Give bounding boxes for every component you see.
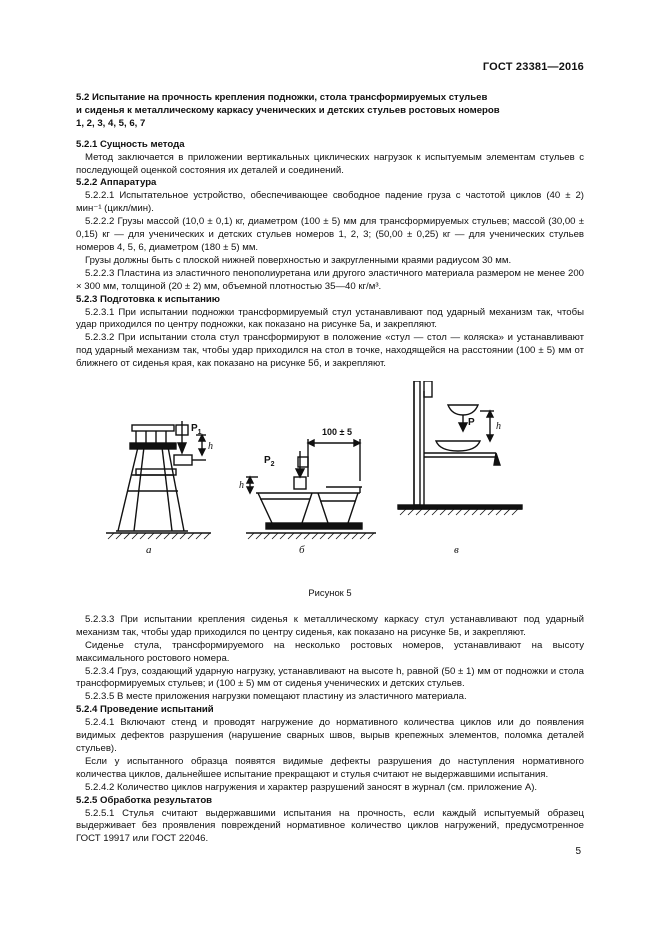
label-c: в	[454, 544, 459, 557]
paragraph: 5.2.3.1 При испытании подножки трансформируемый стул устанавливают под ударный механизм так, чтобы удар приходился по центру подножки, как показано на рисунке 5а, и закрепляют.	[76, 306, 584, 331]
paragraph: Метод заключается в приложении вертикальных циклических нагрузок к испытуемым элементам стульев с последующей оценкой состояния их деталей и соединений.	[76, 151, 584, 176]
paragraph: Если у испытанного образца появятся видимые дефекты разрушения до наступления нормативного количества циклов, дальнейшее испытание прекращают и стулья считают не выдержавшими испытания.	[76, 755, 584, 780]
h-label-a: h	[208, 441, 213, 453]
p-label: P	[468, 417, 475, 429]
figure-caption: Рисунок 5	[308, 587, 352, 599]
figure-b-drawing	[246, 439, 376, 539]
paragraph: Грузы должны быть с плоской нижней поверхностью и закругленными краями радиусом 30 мм.	[85, 254, 512, 266]
h-label-c: h	[496, 421, 501, 433]
text-blocks-before-figure	[76, 139, 584, 371]
dim-100-label: 100 ± 5	[322, 427, 352, 438]
subsection-heading: 5.2.3 Подготовка к испытанию	[76, 293, 220, 305]
paragraph: 5.2.3.3 При испытании крепления сиденья к металлическому каркасу стул устанавливают под ударный механизм так, чтобы удар приходился по центру сиденья, как показано на рисунке 5в, и закрепляют.	[76, 613, 584, 638]
h-label-b: h	[239, 480, 244, 492]
page-number: 5	[575, 846, 581, 857]
text-blocks-after-figure	[76, 614, 584, 846]
paragraph: 5.2.2.1 Испытательное устройство, обеспечивающее свободное падение груза с частотой циклов (40 ± 2) мин⁻¹ (цикл/мин).	[76, 190, 584, 215]
paragraph: Сиденье стула, трансформируемого на несколько ростовых номеров, устанавливают на высоту максимального ростового номера.	[76, 639, 584, 664]
label-a: а	[146, 544, 152, 557]
page-content	[76, 92, 584, 846]
section-title	[76, 92, 584, 131]
figure-a-drawing	[106, 421, 211, 539]
document-id: ГОСТ 23381—2016	[482, 61, 584, 73]
figure-5	[76, 381, 584, 581]
p1-label: $P_1$	[191, 423, 202, 437]
subsection-heading: 5.2.4 Проведение испытаний	[76, 704, 214, 716]
figure-5-drawing	[76, 381, 584, 581]
figure-c-drawing	[398, 381, 522, 515]
p2-label: $P_2$	[264, 455, 275, 469]
section-title-line-2: и сиденья к металлическому каркасу ученических и детских стульев ростовых номеров	[76, 104, 500, 116]
paragraph: 5.2.2.2 Грузы массой (10,0 ± 0,1) кг, диаметром (100 ± 5) мм для трансформируемых стульев; массой (30,00 ± 0,15) кг — для ученических и детских стульев номеров 1, 2, 3; (50,00 ± 0,25) кг — для ученических стульев номеров 4, 5, 6, диаметром (180 ± 5) мм.	[76, 216, 584, 253]
paragraph: 5.2.4.2 Количество циклов нагружения и характер разрушений заносят в журнал (см. приложение А).	[85, 781, 538, 793]
subsection-heading: 5.2.1 Сущность метода	[76, 138, 185, 150]
paragraph: 5.2.4.1 Включают стенд и проводят нагружение до нормативного количества циклов или до появления видимых дефектов разрушения (нарушение сварных швов, вырыв крепежных элементов, поломка деталей стульев).	[76, 717, 584, 754]
paragraph: 5.2.3.4 Груз, создающий ударную нагрузку, устанавливают на высоте h, равной (50 ± 1) мм от подножки и стола трансформируемых стульев; и (100 ± 5) мм от сиденья ученических и детских стульев.	[76, 665, 584, 690]
subsection-heading: 5.2.5 Обработка результатов	[76, 794, 213, 806]
paragraph: 5.2.3.2 При испытании стола стул трансформируют в положение «стул — стол — коляска» и устанавливают под ударный механизм так, чтобы удар приходился на стол в точке, находящейся на расстоянии (100 ± 5) мм от ближнего от сиденья края, как показано на рисунке 5б, и закрепляют.	[76, 332, 584, 370]
section-title-line-1: 5.2 Испытание на прочность крепления подножки, стола трансформируемых стульев	[76, 92, 488, 103]
section-title-line-3: 1, 2, 3, 4, 5, 6, 7	[76, 117, 146, 129]
subsection-heading: 5.2.2 Аппаратура	[76, 177, 157, 189]
paragraph: 5.2.2.3 Пластина из эластичного пенополиуретана или другого эластичного материала размером не менее 200 × 300 мм, толщиной (20 ± 2) мм, объемной плотностью 35—40 кг/м³.	[76, 267, 584, 292]
paragraph: 5.2.3.5 В месте приложения нагрузки помещают пластину из эластичного материала.	[85, 691, 467, 703]
label-b: б	[299, 544, 305, 557]
paragraph: 5.2.5.1 Стулья считают выдержавшими испытания на прочность, если каждый испытуемый образец выдерживает без проявления повреждений нормативное количество циклов нагружений, предусмотренное ГОСТ 19917 или ГОСТ 22046.	[76, 807, 584, 845]
